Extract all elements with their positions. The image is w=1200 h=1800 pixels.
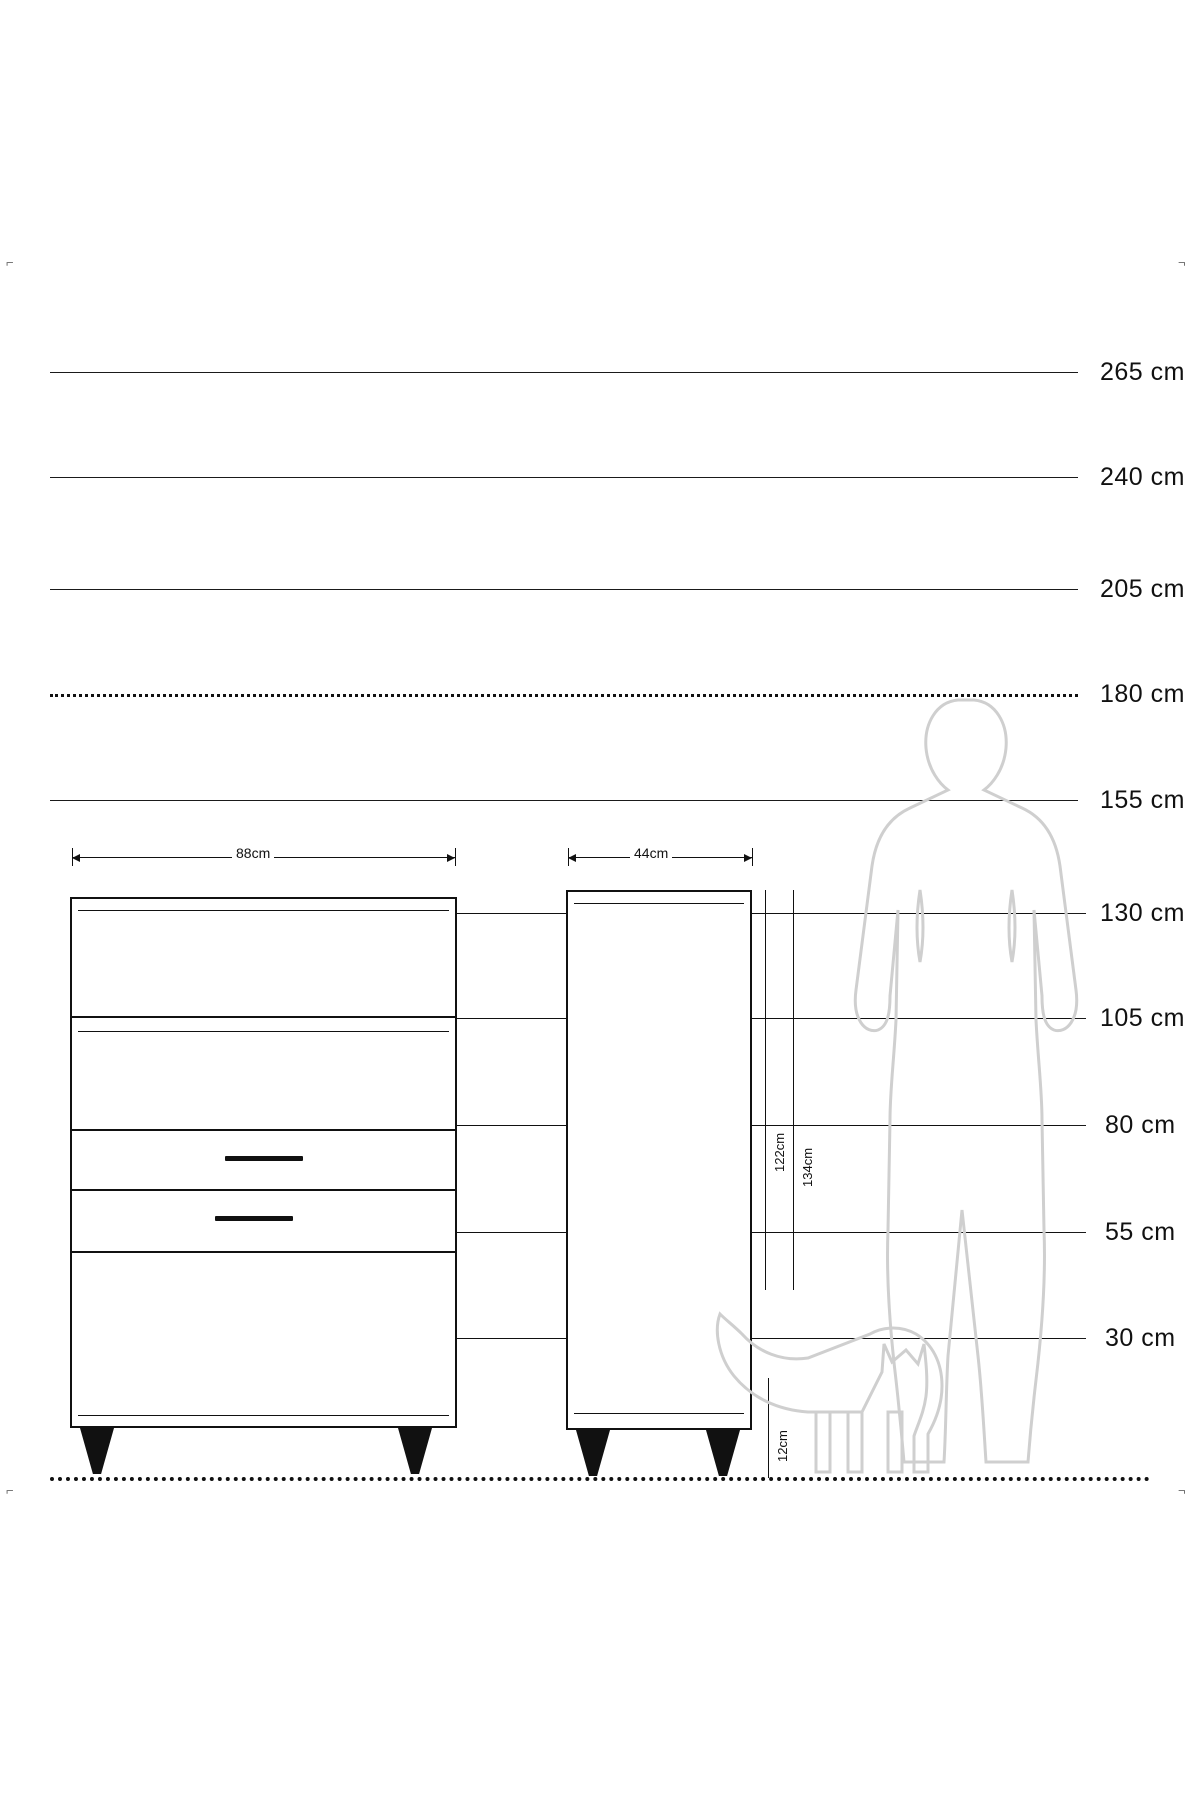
dim-122-label: 122cm (772, 1130, 787, 1175)
crop-mark-top-left: ⌐ (6, 255, 14, 270)
scale-line-205 (50, 589, 1078, 590)
scale-label-55: 55 cm (1105, 1218, 1176, 1246)
scale-label-265: 265 cm (1100, 358, 1185, 386)
cabinet-wide-top-inner-line (78, 910, 449, 911)
cabinet-wide-shelf-2 (70, 1129, 457, 1131)
cabinet-wide (70, 897, 457, 1428)
crop-mark-bottom-left: ⌐ (6, 1483, 14, 1498)
dim-88-tick-right (455, 848, 456, 866)
cabinet-wide-drawer-2-handle[interactable] (215, 1216, 293, 1221)
cat-silhouette (712, 1300, 952, 1490)
scale-label-30: 30 cm (1105, 1324, 1176, 1352)
dim-134-label: 134cm (800, 1145, 815, 1190)
scale-label-240: 240 cm (1100, 463, 1185, 491)
cabinet-wide-drawer-1-handle[interactable] (225, 1156, 303, 1161)
dim-122-line (765, 890, 766, 1290)
cabinet-tall-top-inner (574, 903, 744, 904)
scale-line-265 (50, 372, 1078, 373)
scale-label-80: 80 cm (1105, 1111, 1176, 1139)
scale-label-130: 130 cm (1100, 899, 1185, 927)
scale-line-240 (50, 477, 1078, 478)
scale-label-155: 155 cm (1100, 786, 1185, 814)
scale-label-105: 105 cm (1100, 1004, 1185, 1032)
scale-label-205: 205 cm (1100, 575, 1185, 603)
cabinet-tall-leg-left (576, 1430, 610, 1476)
crop-mark-top-right: ¬ (1178, 255, 1186, 270)
cabinet-wide-drawer-2-divider (70, 1251, 457, 1253)
cabinet-wide-shelf-1 (70, 1016, 457, 1018)
cabinet-wide-drawer-1-divider (70, 1189, 457, 1191)
ground-line (50, 1477, 1150, 1481)
scale-label-180: 180 cm (1100, 680, 1185, 708)
dim-44-tick-right (752, 848, 753, 866)
cabinet-wide-bottom-inner (78, 1415, 449, 1416)
cabinet-wide-shelf-1-inner (78, 1031, 449, 1032)
dim-12-label: 12cm (775, 1427, 790, 1465)
cabinet-wide-leg-right (398, 1428, 432, 1474)
dim-134-line (793, 890, 794, 1290)
crop-mark-bottom-right: ¬ (1178, 1483, 1186, 1498)
dim-44-label: 44cm (630, 845, 672, 861)
cabinet-wide-leg-left (80, 1428, 114, 1474)
dim-88-label: 88cm (232, 845, 274, 861)
